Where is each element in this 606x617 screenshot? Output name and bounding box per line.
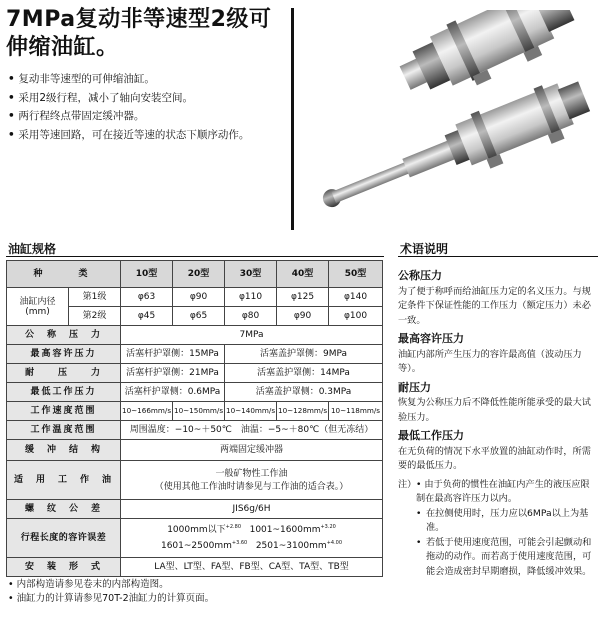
min-rod-value: 活塞杆护罩侧：0.6MPa	[121, 383, 225, 402]
title-line-1: 7MPa复动非等速型2级可	[6, 7, 272, 32]
model-header: 50型	[329, 261, 383, 288]
glossary-term: 最低工作压力	[398, 429, 464, 442]
stage1-cell: φ140	[329, 288, 383, 307]
tol-range: 1001~1600mm	[249, 525, 321, 535]
feature-item: • 采用2级行程，减小了轴向安装空间。	[8, 89, 288, 108]
tol-lower: 0	[244, 540, 248, 546]
table-row	[7, 440, 383, 461]
stage1-label: 第1级	[69, 288, 121, 307]
speed-cell: 10~150mm/s	[173, 402, 225, 421]
note-sub-text: 在拉侧使用时，压力应以6MPa以上为基准。	[426, 507, 589, 533]
table-row	[7, 326, 383, 345]
cushion-value: 两端固定缓冲器	[121, 440, 383, 461]
proof-cover-value: 活塞盖护罩侧：14MPa	[225, 364, 383, 383]
speed-cell: 10~118mm/s	[329, 402, 383, 421]
speed-cell: 10~140mm/s	[225, 402, 277, 421]
stage2-cell: φ65	[173, 307, 225, 326]
tolerance-line-2	[122, 538, 381, 554]
note-mark: 注）	[398, 478, 417, 490]
stage1-cell: φ125	[277, 288, 329, 307]
table-row	[7, 558, 383, 577]
footnote-item: • 内部构造请参见卷末的内部构造图。	[8, 579, 169, 590]
footnotes	[8, 578, 388, 606]
spec-table	[6, 260, 383, 577]
table-row	[7, 288, 383, 307]
glossary	[398, 265, 596, 579]
speed-label: 工作速度范围	[7, 402, 121, 421]
model-header: 10型	[121, 261, 173, 288]
tol-upper: +2.8	[225, 524, 238, 530]
spec-section-title: 油缸规格	[8, 242, 57, 256]
temp-label: 工作温度范围	[7, 421, 121, 440]
max-cover-value: 活塞盖护罩侧：9MPa	[225, 345, 383, 364]
note-sub-text: 若低于使用速度范围，可能会引起颤动和拖动的动作。而若高于使用速度范围，可能会造成密封早期磨损，降低缓冲效果。	[426, 536, 592, 577]
max-pressure-label: 最高容许压力	[7, 345, 121, 364]
stage2-label: 第2级	[69, 307, 121, 326]
tol-range: 1000mm以下	[167, 525, 226, 535]
mount-label: 安 装 形 式	[7, 558, 121, 577]
table-row	[7, 461, 383, 500]
oil-value	[121, 461, 383, 500]
note-main-text: 由于负荷的惯性在油缸内产生的液压应限制在最高容许压力以内。	[416, 478, 590, 504]
glossary-term: 最高容许压力	[398, 332, 464, 345]
stage2-cell: φ90	[277, 307, 329, 326]
footnote-text: 内部构造请参见卷末的内部构造图。	[16, 579, 169, 590]
stage2-cell: φ80	[225, 307, 277, 326]
oil-label: 适 用 工 作 油	[7, 461, 121, 500]
table-row	[7, 402, 383, 421]
min-cover-value: 活塞盖护罩侧：0.3MPa	[225, 383, 383, 402]
bore-label: 油缸内径 (mm)	[7, 288, 69, 326]
feature-item: • 复动非等速型的可伸缩油缸。	[8, 70, 288, 89]
tol-upper: +3.6	[231, 540, 245, 546]
tolerance-value	[121, 519, 383, 558]
tol-lower: 0	[237, 524, 241, 530]
spec-title-rule	[6, 256, 384, 257]
type-header: 种 类	[7, 261, 121, 288]
table-row	[7, 421, 383, 440]
tolerance-label: 行程长度的容许误差	[7, 519, 121, 558]
footnote-text: 油缸力的计算请参见70T-2油缸力的计算页面。	[16, 593, 215, 604]
page-title	[6, 6, 286, 62]
stage2-cell: φ100	[329, 307, 383, 326]
note-main: • 由于负荷的惯性在油缸内产生的液压应限制在最高容许压力以内。	[416, 478, 590, 504]
thread-value: JIS6g/6H	[121, 500, 383, 519]
glossary-definition: 为了便于称呼而给油缸压力定的名义压力。与规定条件下保证性能的工作压力（额定压力）未必一致。	[398, 285, 591, 326]
stage2-cell: φ45	[121, 307, 173, 326]
feature-item: • 采用等速回路，可在接近等速的状态下顺序动作。	[8, 126, 288, 145]
note-row	[398, 478, 596, 507]
cushion-label: 缓 冲 结 构	[7, 440, 121, 461]
stage1-cell: φ90	[173, 288, 225, 307]
feature-item: • 两行程终点带固定缓冲器。	[8, 107, 288, 126]
table-row	[7, 519, 383, 558]
stage1-cell: φ63	[121, 288, 173, 307]
model-header: 20型	[173, 261, 225, 288]
glossary-definition: 油缸内部所产生压力的容许最高值（波动压力等）。	[398, 348, 582, 374]
oil-line-1: 一般矿物性工作油	[215, 468, 288, 479]
table-row	[7, 364, 383, 383]
oil-line-2: （使用其他工作油时请参见与工作油的适合表。）	[154, 481, 349, 492]
product-image	[300, 10, 600, 232]
title-line-2: 伸缩油缸。	[6, 35, 119, 60]
note-sub: • 若低于使用速度范围，可能会引起颤动和拖动的动作。而若高于使用速度范围，可能会造成密封早期磨损，降低缓冲效果。	[416, 536, 596, 580]
mount-value: LA型、LT型、FA型、FB型、CA型、TA型、TB型	[121, 558, 383, 577]
glossary-term: 耐压力	[398, 380, 431, 394]
nominal-label: 公 称 压 力	[7, 326, 121, 345]
proof-pressure-label: 耐 压 力	[7, 364, 121, 383]
stage1-cell: φ110	[225, 288, 277, 307]
nominal-value: 7MPa	[121, 326, 383, 345]
tolerance-line-1	[122, 522, 381, 538]
tol-range: 1601~2500mm	[160, 541, 232, 551]
tol-lower: 0	[338, 540, 343, 546]
tol-upper: +3.2	[320, 524, 333, 530]
cylinder-extended	[314, 72, 596, 231]
tol-upper: +4.0	[326, 540, 339, 546]
glossary-note	[398, 478, 596, 580]
glossary-term: 公称压力	[398, 269, 442, 282]
title-divider	[291, 8, 294, 230]
tol-range: 2501~3100mm	[255, 541, 327, 551]
note-sub: • 在拉侧使用时，压力应以6MPa以上为基准。	[416, 507, 596, 536]
glossary-definition: 恢复为公称压力后不降低性能所能承受的最大试验压力。	[398, 397, 591, 423]
thread-label: 螺 纹 公 差	[7, 500, 121, 519]
glossary-title-rule	[398, 256, 598, 257]
max-rod-value: 活塞杆护罩侧：15MPa	[121, 345, 225, 364]
table-row	[7, 383, 383, 402]
temp-value: 周围温度：−10~＋50℃ 油温：−5~＋80℃（但无冻结）	[121, 421, 383, 440]
proof-rod-value: 活塞杆护罩侧：21MPa	[121, 364, 225, 383]
table-row	[7, 261, 383, 288]
speed-cell: 10~128mm/s	[277, 402, 329, 421]
table-row	[7, 345, 383, 364]
model-header: 40型	[277, 261, 329, 288]
min-pressure-label: 最低工作压力	[7, 383, 121, 402]
glossary-definition: 在无负荷的情况下水平放置的油缸动作时，所需要的最低压力。	[398, 445, 591, 471]
glossary-title: 术语说明	[400, 242, 449, 256]
speed-cell: 10~166mm/s	[121, 402, 173, 421]
table-row	[7, 500, 383, 519]
model-header: 30型	[225, 261, 277, 288]
feature-list	[8, 70, 288, 144]
footnote-item: • 油缸力的计算请参见70T-2油缸力的计算页面。	[8, 593, 215, 604]
tol-lower: 0	[332, 524, 336, 530]
